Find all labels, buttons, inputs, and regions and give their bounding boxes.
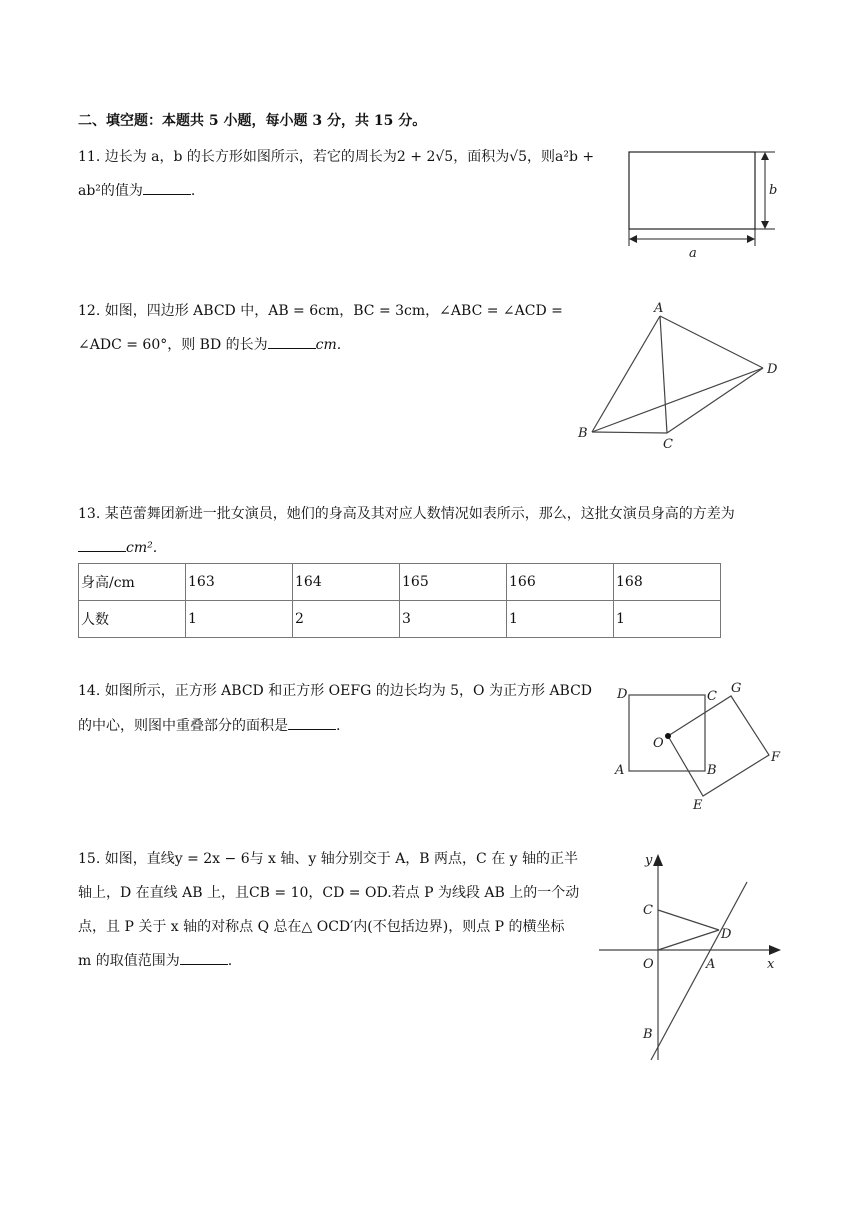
table-row bbox=[79, 601, 721, 638]
center-point-o bbox=[665, 733, 671, 739]
q14-line1: 14. 如图所示，正方形 ABCD 和正方形 OEFG 的边长均为 5，O 为正方形 ABCD bbox=[78, 683, 593, 699]
segment-ac bbox=[660, 316, 667, 433]
x-axis-arrow-icon bbox=[769, 945, 781, 955]
q11-line2-post: . bbox=[190, 183, 196, 199]
q11-line2-pre: ab²的值为 bbox=[78, 183, 143, 199]
q13-line2-post: cm². bbox=[126, 540, 158, 556]
label-b: b bbox=[769, 183, 778, 198]
segment-cd bbox=[658, 910, 719, 930]
q12-line2-post: cm. bbox=[315, 337, 342, 353]
point-f-label: F bbox=[771, 750, 781, 765]
q14-squares-figure bbox=[605, 676, 795, 816]
segment-ab bbox=[592, 316, 660, 432]
table-header-cell: 人数 bbox=[79, 601, 186, 638]
q15-line1: 15. 如图，直线y = 2x − 6与 x 轴、y 轴分别交于 A，B 两点，C 在 y 轴的正半 bbox=[78, 851, 579, 867]
rectangle bbox=[629, 152, 755, 229]
point-o-label: O bbox=[643, 957, 654, 972]
square-oefg bbox=[668, 696, 769, 796]
answer-blank-13 bbox=[78, 537, 126, 552]
q12-line1: 12. 如图，四边形 ABCD 中，AB = 6cm，BC = 3cm，∠ABC = ∠ACD = bbox=[78, 303, 563, 319]
point-d-label: D bbox=[721, 927, 732, 942]
point-b-label: B bbox=[643, 1027, 653, 1042]
y-axis-arrow-icon bbox=[653, 854, 663, 866]
q15-line3: 点，且 P 关于 x 轴的对称点 Q 总在△ OCD′内(不包括边界)，则点 P 的横坐标 bbox=[78, 919, 565, 935]
label-a: a bbox=[689, 246, 697, 261]
answer-blank-14 bbox=[288, 715, 336, 730]
segment-bc bbox=[592, 432, 667, 433]
table-cell: 163 bbox=[186, 564, 293, 601]
q15-line4 bbox=[78, 944, 232, 978]
q14-line2-post: . bbox=[336, 718, 341, 734]
answer-blank-12 bbox=[268, 334, 316, 349]
table-cell: 3 bbox=[400, 601, 507, 638]
q15-line4-pre: m 的取值范围为 bbox=[78, 953, 180, 969]
section-heading: 二、填空题：本题共 5 小题，每小题 3 分，共 15 分。 bbox=[78, 113, 427, 129]
b-arrow-up-icon bbox=[761, 152, 769, 160]
answer-blank-15 bbox=[180, 950, 228, 965]
q11-line2 bbox=[78, 174, 195, 208]
point-c-label: C bbox=[707, 689, 717, 704]
a-arrow-left-icon bbox=[629, 235, 637, 243]
q11-line1: 11. 边长为 a，b 的长方形如图所示，若它的周长为2 + 2√5，面积为√5，则a²b + bbox=[78, 149, 595, 165]
table-cell: 1 bbox=[507, 601, 614, 638]
b-arrow-down-icon bbox=[761, 221, 769, 229]
q15-coordinate-figure bbox=[595, 846, 795, 1068]
segment-da bbox=[660, 316, 763, 368]
segment-bd bbox=[592, 368, 763, 432]
point-o-label: O bbox=[653, 736, 664, 751]
q14-line2 bbox=[78, 709, 340, 743]
segment-od bbox=[658, 930, 719, 950]
point-d-label: D bbox=[767, 362, 778, 377]
q13-line2 bbox=[78, 531, 157, 565]
y-axis-label: y bbox=[645, 853, 653, 868]
table-cell: 166 bbox=[507, 564, 614, 601]
answer-blank-11 bbox=[143, 180, 191, 195]
table-cell: 2 bbox=[293, 601, 400, 638]
point-b-label: B bbox=[707, 763, 717, 778]
point-a-label: A bbox=[615, 763, 625, 778]
table-cell: 1 bbox=[614, 601, 721, 638]
point-a-label: A bbox=[654, 301, 664, 316]
point-a-label: A bbox=[706, 957, 716, 972]
point-e-label: E bbox=[693, 798, 703, 813]
q13-line1: 13. 某芭蕾舞团新进一批女演员，她们的身高及其对应人数情况如表所示，那么，这批女演员身高的方差为 bbox=[78, 506, 735, 522]
table-cell: 168 bbox=[614, 564, 721, 601]
table-cell: 1 bbox=[186, 601, 293, 638]
point-d-label: D bbox=[617, 687, 628, 702]
q12-line2 bbox=[78, 328, 341, 362]
heights-table bbox=[78, 563, 721, 638]
q14-line2-pre: 的中心，则图中重叠部分的面积是 bbox=[78, 718, 288, 734]
q15-line4-post: . bbox=[227, 953, 233, 969]
point-b-label: B bbox=[578, 426, 588, 441]
segment-cd bbox=[667, 368, 763, 433]
line-ab bbox=[651, 882, 747, 1060]
q15-line2: 轴上，D 在直线 AB 上，且CB = 10，CD = OD.若点 P 为线段 AB 上的一个动 bbox=[78, 885, 580, 901]
table-cell: 165 bbox=[400, 564, 507, 601]
a-arrow-right-icon bbox=[747, 235, 755, 243]
point-c-label: C bbox=[643, 903, 653, 918]
table-cell: 164 bbox=[293, 564, 400, 601]
q12-quadrilateral-figure bbox=[570, 296, 790, 456]
q12-line2-pre: ∠ADC = 60°，则 BD 的长为 bbox=[78, 337, 268, 353]
table-row bbox=[79, 564, 721, 601]
point-g-label: G bbox=[731, 681, 742, 696]
table-header-cell: 身高/cm bbox=[79, 564, 186, 601]
q11-rectangle-figure bbox=[620, 142, 780, 262]
point-c-label: C bbox=[663, 437, 673, 452]
square-abcd bbox=[629, 695, 705, 771]
x-axis-label: x bbox=[767, 957, 775, 972]
